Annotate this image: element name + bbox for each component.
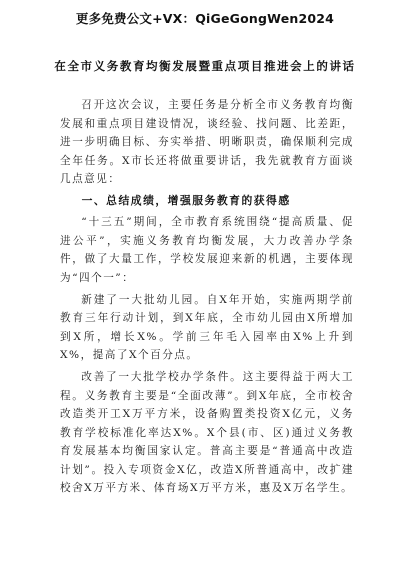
body-paragraph: 召开这次会议，主要任务是分析全市义务教育均衡发展和重点项目建设情况，谈经验、找问题、比差距，进一步明确目标、夯实举措、明晰职责，确保顺利完成全年任务。X市长还将做重要讲话，我先就教育方面谈几点意见： xyxy=(60,99,354,185)
section-heading: 一、总结成绩，增强服务教育的获得感 xyxy=(81,193,291,207)
body-paragraph: 改善了一大批学校办学条件。这主要得益于两大工程。义务教育主要是“全面改薄”。到X年底，全市校舍改造类开工X万平方米，设备购置类投资X亿元，义务教育学校标准化率达X%。X个县(市、区)通过义务教育发展基本均衡国家认定。普高主要是“普通高中改造计划”。投入专项资金X亿，改造X所普通高中，改扩建校舍X万平方米、体育场X万平方米，惠及X万名学生。 xyxy=(60,371,354,494)
header-banner: 更多免费公文+VX：QiGeGongWen2024 xyxy=(75,11,335,26)
document-body xyxy=(60,96,354,498)
body-paragraph: 新建了一大批幼儿园。自X年开始，实施两期学前教育三年行动计划，到X年底，全市幼儿园由X所增加到X所，增长X%。学前三年毛入园率由X%上升到X%，提高了X个百分点。 xyxy=(60,293,354,361)
body-paragraph: “十三五”期间，全市教育系统围绕“提高质量、促进公平”，实施义务教育均衡发展，大力改善办学条件，做了大量工作，学校发展迎来新的机遇，主要体现为“四个一”： xyxy=(60,216,354,284)
document-title: 在全市义务教育均衡发展暨重点项目推进会上的讲话 xyxy=(54,59,356,73)
